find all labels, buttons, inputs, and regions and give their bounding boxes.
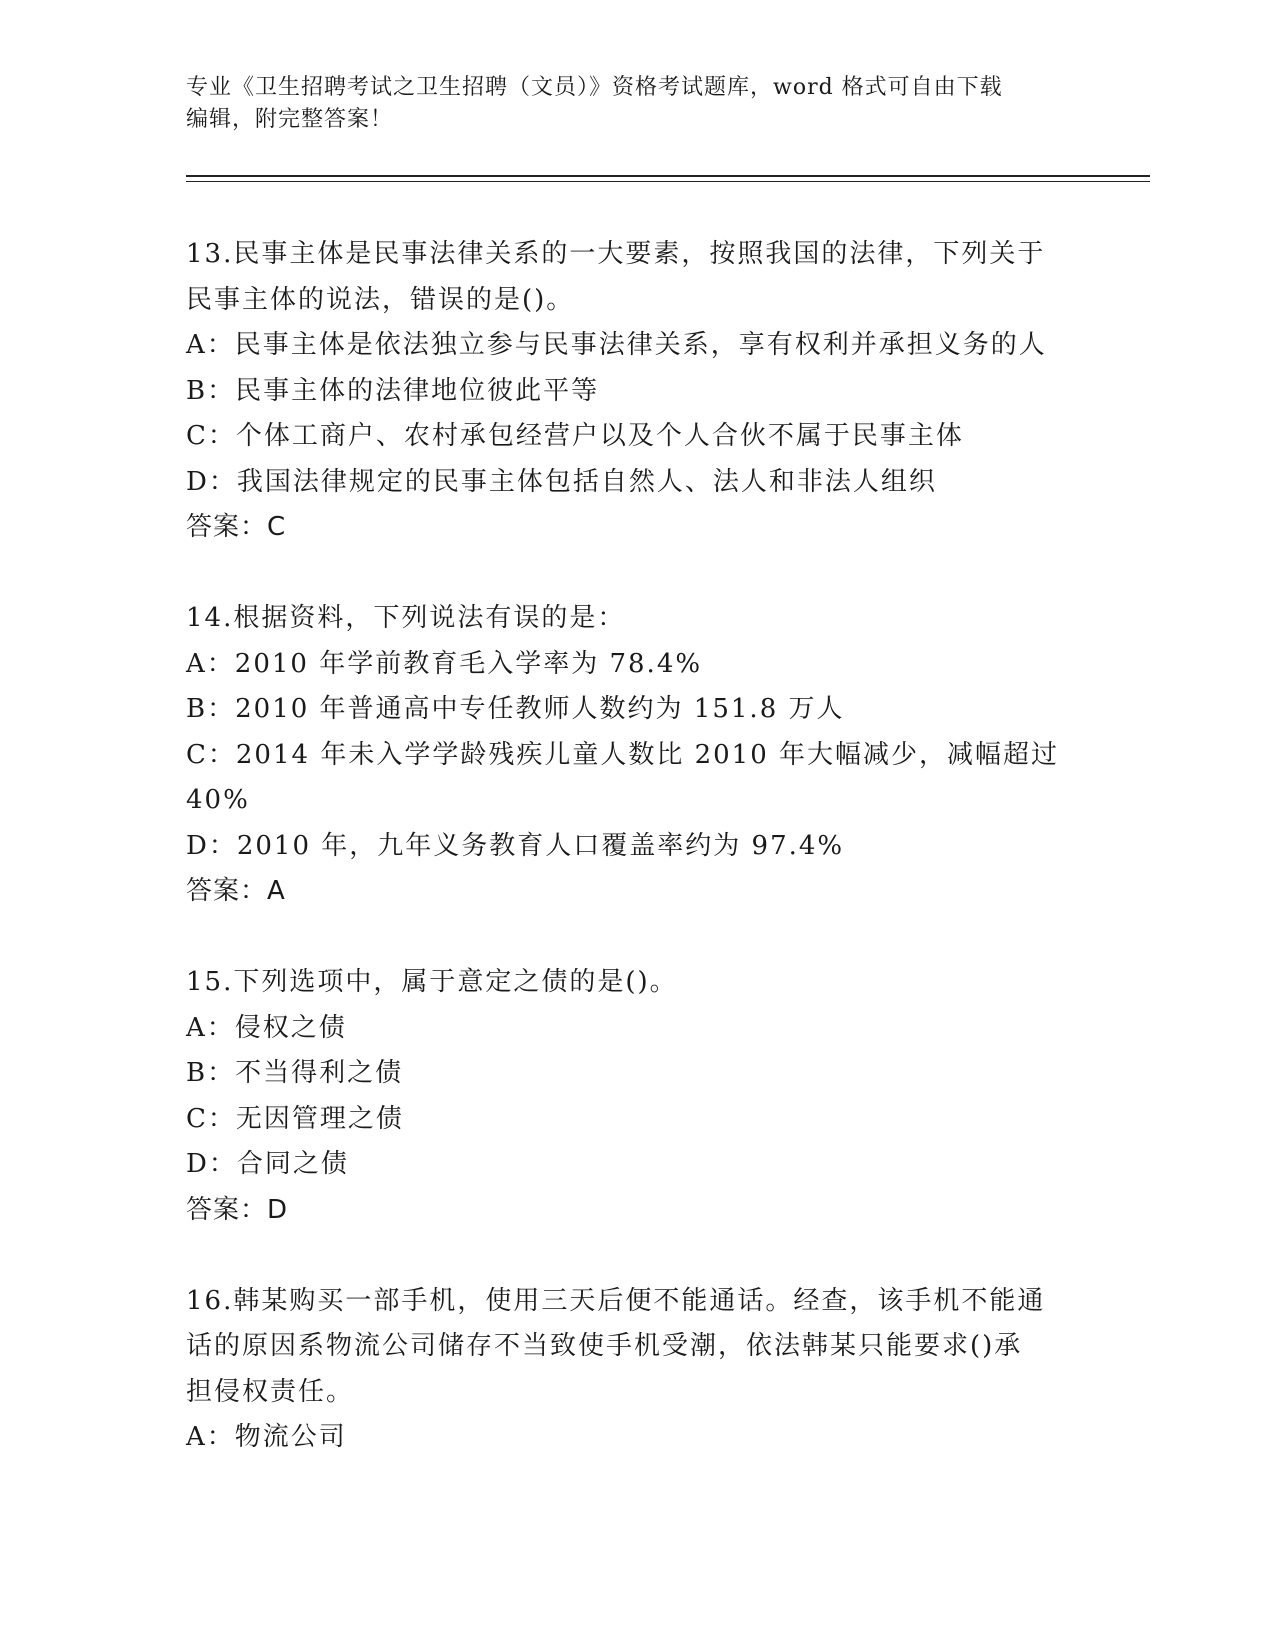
option-c: C：无因管理之债 (186, 1103, 404, 1134)
question-16 (186, 1279, 1086, 1461)
option-d: D：合同之债 (186, 1149, 349, 1179)
header-divider-thin (186, 181, 1150, 182)
answer: 答案：D (186, 1194, 289, 1225)
answer: 答案：C (186, 512, 287, 542)
question-14 (186, 596, 1086, 915)
question-15 (186, 960, 1086, 1233)
option-b: B：2010 年普通高中专任教师人数约为 151.8 万人 (186, 694, 845, 724)
question-stem: 民事主体的说法，错误的是()。 (186, 284, 575, 315)
option-c: C：个体工商户、农村承包经营户以及个人合伙不属于民事主体 (186, 421, 964, 451)
option-b: B：不当得利之债 (186, 1058, 404, 1088)
question-stem: 13.民事主体是民事法律关系的一大要素，按照我国的法律，下列关于 (186, 239, 1046, 269)
option-a: A：民事主体是依法独立参与民事法律关系，享有权利并承担义务的人 (186, 330, 1047, 360)
question-stem: 话的原因系物流公司储存不当致使手机受潮，依法韩某只能要求()承 (186, 1331, 1023, 1361)
header-line: 编辑，附完整答案！ (186, 107, 394, 132)
header-divider (186, 175, 1150, 177)
option-a: A：物流公司 (186, 1422, 347, 1452)
option-a: A：2010 年学前教育毛入学率为 78.4% (186, 648, 703, 679)
header-line: 专业《卫生招聘考试之卫生招聘（文员）》资格考试题库，word 格式可自由下载 (186, 75, 1003, 100)
option-c-continued: 40% (186, 785, 250, 815)
option-a: A：侵权之债 (186, 1012, 347, 1043)
question-list (186, 232, 1086, 1506)
question-stem: 15.下列选项中，属于意定之债的是()。 (186, 967, 678, 997)
option-d: D：2010 年，九年义务教育人口覆盖率约为 97.4% (186, 830, 845, 861)
question-stem: 16.韩某购买一部手机，使用三天后便不能通话。经查，该手机不能通 (186, 1285, 1046, 1316)
question-stem: 14.根据资料，下列说法有误的是： (186, 603, 626, 633)
option-d: D：我国法律规定的民事主体包括自然人、法人和非法人组织 (186, 466, 937, 497)
question-13 (186, 232, 1086, 551)
document-header (186, 72, 1086, 136)
option-b: B：民事主体的法律地位彼此平等 (186, 375, 600, 406)
question-stem: 担侵权责任。 (186, 1376, 355, 1407)
option-c: C：2014 年未入学学龄残疾儿童人数比 2010 年大幅减少，减幅超过 (186, 739, 1060, 770)
answer: 答案：A (186, 876, 286, 906)
